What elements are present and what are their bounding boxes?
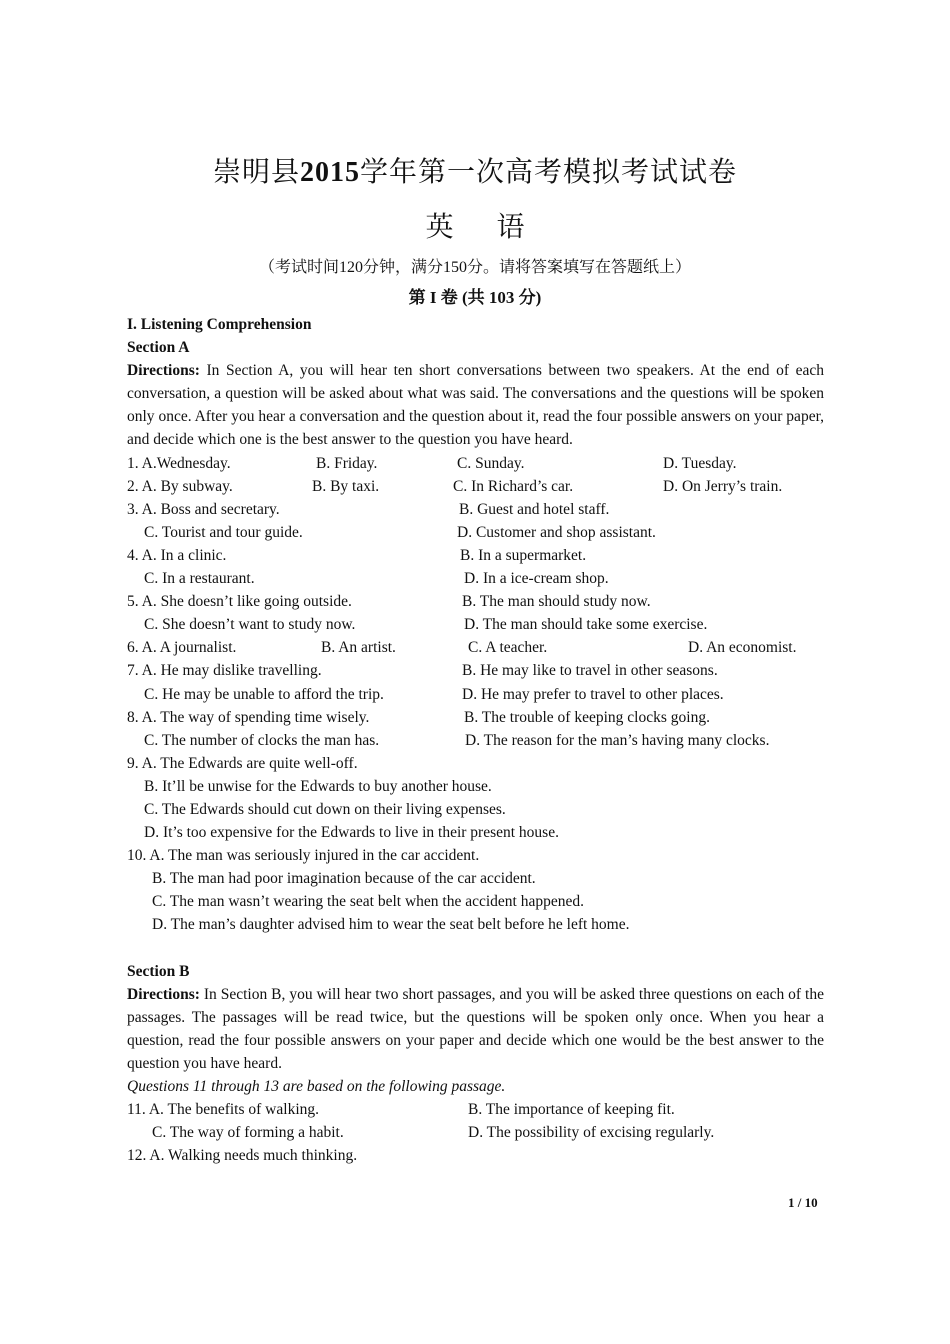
- q2-option-a: 2. A. By subway.: [127, 477, 233, 495]
- question-11: [127, 1098, 824, 1121]
- q11-option-a: 11. A. The benefits of walking.: [127, 1101, 319, 1119]
- passage-note: Questions 11 through 13 are based on the following passage.: [127, 1078, 506, 1095]
- q1-option-a: 1. A.Wednesday.: [127, 454, 231, 472]
- q11-option-d: D. The possibility of excising regularly.: [468, 1124, 715, 1142]
- directions-label: Directions:: [127, 985, 200, 1003]
- question-10-b: [127, 867, 824, 890]
- q5-option-c: C. She doesn’t want to study now.: [144, 616, 356, 634]
- question-9-a: [127, 752, 824, 775]
- question-5-cont: [127, 613, 824, 636]
- q8-option-b: B. The trouble of keeping clocks going.: [464, 708, 710, 726]
- question-4-cont: [127, 567, 824, 590]
- q4-option-a: 4. A. In a clinic.: [127, 546, 227, 564]
- q8-option-d: D. The reason for the man’s having many clocks.: [465, 731, 770, 749]
- section-b-directions: [127, 983, 824, 1075]
- question-10-a: [127, 844, 824, 867]
- q2-option-c: C. In Richard’s car.: [453, 477, 574, 495]
- title-county: 崇明县: [212, 157, 300, 188]
- q12-option-a: 12. A. Walking needs much thinking.: [127, 1147, 358, 1165]
- section-a-heading: Section A: [127, 339, 190, 357]
- q6-option-d: D. An economist.: [688, 639, 797, 657]
- question-8: [127, 706, 824, 729]
- question-7-cont: [127, 683, 824, 706]
- q5-option-b: B. The man should study now.: [462, 593, 651, 611]
- q2-option-b: B. By taxi.: [312, 477, 380, 495]
- subject-heading: 英 语: [425, 212, 543, 243]
- title-year: 2015: [300, 157, 360, 188]
- q10-option-d: D. The man’s daughter advised him to wear the seat belt before he left home.: [152, 916, 630, 934]
- q1-option-c: C. Sunday.: [457, 454, 525, 472]
- q4-option-c: C. In a restaurant.: [144, 570, 255, 588]
- exam-title: [0, 150, 950, 190]
- q5-option-a: 5. A. She doesn’t like going outside.: [127, 593, 352, 611]
- exam-note: （考试时间120分钟，满分150分。请将答案填写在答题纸上）: [258, 259, 691, 276]
- question-9-d: [127, 821, 824, 844]
- q10-option-b: B. The man had poor imagination because of the car accident.: [152, 870, 536, 888]
- q10-option-a: 10. A. The man was seriously injured in the car accident.: [127, 847, 480, 865]
- q2-option-d: D. On Jerry’s train.: [663, 477, 783, 495]
- question-7: [127, 659, 824, 682]
- q6-option-a: 6. A. A journalist.: [127, 639, 237, 657]
- q6-option-b: B. An artist.: [321, 639, 396, 657]
- q9-option-d: D. It’s too expensive for the Edwards to live in their present house.: [144, 824, 559, 842]
- page-number: 1 / 10: [788, 1195, 818, 1210]
- q9-option-b: B. It’ll be unwise for the Edwards to buy another house.: [144, 777, 492, 795]
- q10-option-c: C. The man wasn’t wearing the seat belt when the accident happened.: [152, 893, 584, 911]
- q8-option-a: 8. A. The way of spending time wisely.: [127, 708, 370, 726]
- q5-option-d: D. The man should take some exercise.: [464, 616, 708, 634]
- q7-option-a: 7. A. He may dislike travelling.: [127, 662, 322, 680]
- q4-option-d: D. In a ice-cream shop.: [464, 570, 609, 588]
- q1-option-d: D. Tuesday.: [663, 454, 737, 472]
- question-5: [127, 590, 824, 613]
- section-a-directions: [127, 359, 824, 451]
- question-1: [127, 452, 824, 475]
- q3-option-c: C. Tourist and tour guide.: [144, 523, 303, 541]
- question-12: [127, 1144, 824, 1167]
- q7-option-d: D. He may prefer to travel to other places.: [462, 685, 724, 703]
- section-gap: [127, 937, 824, 960]
- directions-label: Directions:: [127, 362, 200, 380]
- volume-heading: 第 I 卷 (共 103 分): [408, 288, 542, 307]
- q11-option-c: C. The way of forming a habit.: [152, 1124, 344, 1142]
- directions-text: In Section B, you will hear two short passages, and you will be asked three questions on each of the passages. The passages will be read twice, but the questions will be spoken only once. When you hear a question, read the four possible answers on your paper and decide which one would be the best answer to the question you have heard.: [127, 985, 824, 1072]
- directions-text: In Section A, you will hear ten short conversations between two speakers. At the end of each conversation, a question will be asked about what was said. The conversations and the questions will be spoken only once. After you hear a conversation and the question about it, read the four possible answers on your paper, and decide which one is the best answer to the question you have heard.: [127, 362, 824, 449]
- part-heading: I. Listening Comprehension: [127, 316, 312, 333]
- q11-option-b: B. The importance of keeping fit.: [468, 1101, 675, 1119]
- question-2: [127, 475, 824, 498]
- question-3-cont: [127, 521, 824, 544]
- q1-option-b: B. Friday.: [316, 454, 378, 472]
- q6-option-c: C. A teacher.: [468, 639, 548, 657]
- q7-option-b: B. He may like to travel in other seasons.: [462, 662, 718, 680]
- q8-option-c: C. The number of clocks the man has.: [144, 731, 380, 749]
- question-10-c: [127, 890, 824, 913]
- question-4: [127, 544, 824, 567]
- q3-option-d: D. Customer and shop assistant.: [457, 523, 656, 541]
- question-8-cont: [127, 729, 824, 752]
- q3-option-a: 3. A. Boss and secretary.: [127, 500, 280, 518]
- question-3: [127, 498, 824, 521]
- q9-option-c: C. The Edwards should cut down on their living expenses.: [144, 800, 506, 818]
- question-11-cont: [127, 1121, 824, 1144]
- question-6: [127, 636, 824, 659]
- q3-option-b: B. Guest and hotel staff.: [459, 500, 610, 518]
- exam-content: [127, 313, 824, 1167]
- q4-option-b: B. In a supermarket.: [460, 546, 587, 564]
- question-10-d: [127, 913, 824, 936]
- title-rest: 学年第一次高考模拟考试试卷: [360, 157, 738, 188]
- question-9-c: [127, 798, 824, 821]
- question-9-b: [127, 775, 824, 798]
- q7-option-c: C. He may be unable to afford the trip.: [144, 685, 384, 703]
- q9-option-a: 9. A. The Edwards are quite well-off.: [127, 754, 358, 772]
- section-b-heading: Section B: [127, 962, 190, 980]
